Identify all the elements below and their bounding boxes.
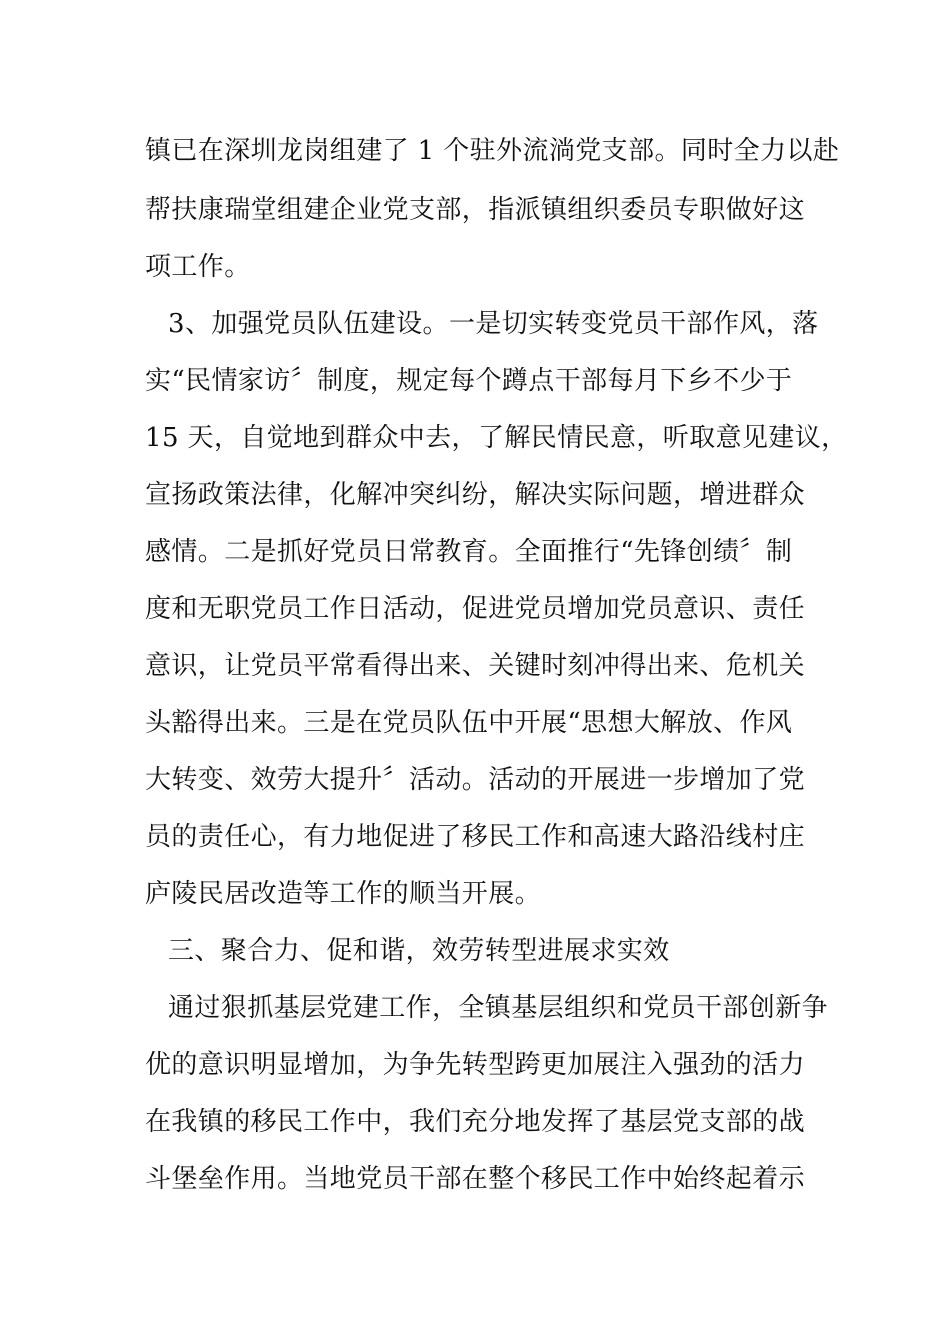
text-line: 感情。二是抓好党员日常教育。全面推行“先锋创绩〞制 [145, 537, 793, 567]
text-line: 意识，让党员平常看得出来、关键时刻冲得出来、危机关 [145, 651, 806, 681]
text-line: 镇已在深圳龙岗组建了 1 个驻外流淌党支部。同时全力以赴 [145, 136, 840, 166]
text-line: 庐陵民居改造等工作的顺当开展。 [145, 879, 542, 909]
text-line: 斗堡垒作用。当地党员干部在整个移民工作中始终起着示 [145, 1164, 806, 1194]
text-line: 员的责任心，有力地促进了移民工作和高速大路沿线村庄 [145, 822, 806, 852]
text-line: 项工作。 [145, 252, 251, 282]
text-line: 宣扬政策法律，化解冲突纠纷，解决实际问题，增进群众 [145, 480, 806, 510]
text-line: 帮扶康瑞堂组建企业党支部，指派镇组织委员专职做好这 [145, 195, 806, 225]
text-line: 大转变、效劳大提升〞活动。活动的开展进一步增加了党 [145, 765, 806, 795]
paragraph-start-line: 3、加强党员队伍建设。一是切实转变党员干部作风，落 [168, 309, 819, 339]
section-heading: 三、聚合力、促和谐，效劳转型进展求实效 [168, 936, 670, 966]
paragraph-start-line: 通过狠抓基层党建工作，全镇基层组织和党员干部创新争 [168, 993, 829, 1023]
text-line: 优的意识明显增加，为争先转型跨更加展注入强劲的活力 [145, 1050, 806, 1080]
text-line: 头豁得出来。三是在党员队伍中开展“思想大解放、作风 [145, 708, 793, 738]
text-line: 15 天，自觉地到群众中去，了解民情民意，听取意见建议， [145, 423, 848, 453]
text-line: 实“民情家访〞制度，规定每个蹲点干部每月下乡不少于 [145, 366, 793, 396]
text-line: 在我镇的移民工作中，我们充分地发挥了基层党支部的战 [145, 1107, 806, 1137]
text-line: 度和无职党员工作日活动，促进党员增加党员意识、责任 [145, 594, 806, 624]
